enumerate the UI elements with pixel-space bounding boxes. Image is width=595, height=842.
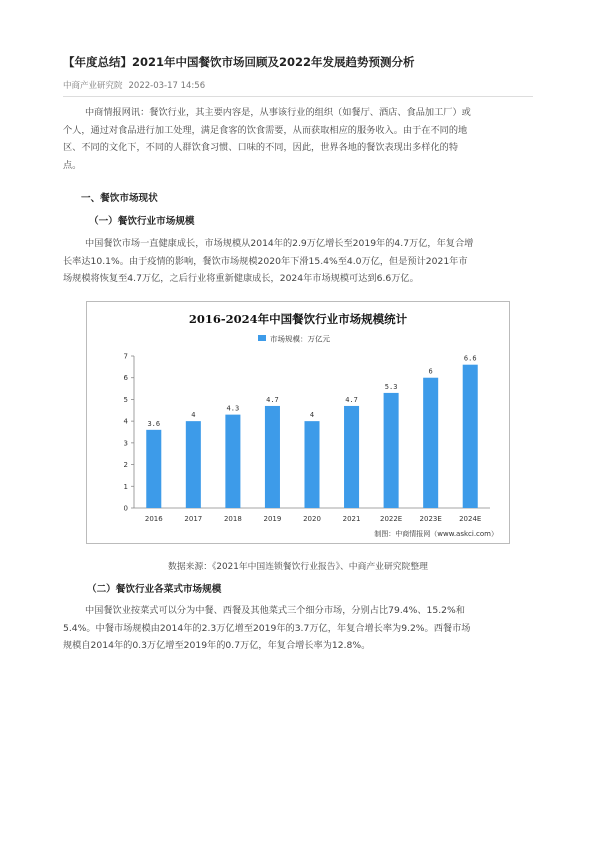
x-tick-label: 2024E [459,515,482,523]
bar [265,406,280,508]
x-tick-label: 2019 [263,515,282,523]
market-size-chart [86,301,510,544]
article-datetime: 2022-03-17 14:56 [128,81,206,91]
article-source[interactable]: 中商产业研究院 [63,81,123,91]
bar-value-label: 4 [309,411,315,420]
paragraph-line: 中国餐饮业按菜式可以分为中餐、西餐及其他菜式三个细分市场，分别占比79.4%、15.2%和 [85,605,465,616]
intro-line: 点。 [63,159,82,171]
title-divider [63,96,533,97]
bar [304,421,319,508]
section-heading: 一、餐饮市场现状 [81,193,158,204]
paragraph-line: 5.4%。中餐市场规模由2014年的2.3万亿增至2019年的3.7万亿，年复合增长率为9.2%。西餐市场 [63,622,471,634]
bar-value-label: 5.3 [384,382,398,391]
legend-label: 市场规模：万亿元 [270,334,330,344]
subsection-heading: （一）餐饮行业市场规模 [89,216,195,227]
bar-value-label: 6 [428,367,433,376]
bar-chart [86,301,510,544]
intro-line: 区、不同的文化下，不同的人群饮食习惯、口味的不同，因此，世界各地的餐饮表现出多样化的特 [63,142,459,153]
y-tick-label: 7 [123,352,128,361]
article-title: 【年度总结】2021年中国餐饮市场回顾及2022年发展趋势预测分析 [63,55,415,69]
x-tick-label: 2020 [303,515,321,523]
bar-value-label: 4.7 [266,395,279,404]
x-tick-label: 2021 [342,515,361,523]
paragraph-line: 中国餐饮市场一直健康成长，市场规模从2014年的2.9万亿增长至2019年的4.7万亿，年复合增 [85,238,474,249]
y-tick-label: 5 [123,395,128,404]
y-tick-label: 1 [123,482,128,491]
paragraph-line: 场规模将恢复至4.7万亿，之后行业将重新健康成长，2024年市场规模可达到6.6万亿。 [63,273,419,284]
x-tick-label: 2016 [144,515,163,523]
x-tick-label: 2017 [184,515,203,523]
bar [186,421,201,508]
bar-value-label: 3.6 [147,419,161,428]
intro-line: 个人，通过对食品进行加工处理，满足食客的饮食需要，从而获取相应的服务收入。由于在不同的地 [63,124,468,136]
y-tick-label: 4 [123,417,128,426]
y-tick-label: 2 [123,461,128,470]
market-size-paragraph [63,235,533,288]
cuisine-paragraph [63,602,533,655]
subsection-heading: （二）餐饮行业各菜式市场规模 [87,584,222,595]
y-tick-label: 3 [123,439,128,448]
intro-paragraph [63,104,533,174]
bar-value-label: 6.6 [463,354,477,363]
paragraph-line: 规模自2014年的0.3万亿增至2019年的0.7万亿，年复合增长率为12.8%。 [63,640,371,651]
chart-credit: 制图：中商情报网（www.askci.com） [374,530,498,538]
bar-value-label: 4.3 [226,404,240,413]
bar [463,365,478,508]
intro-line: 中商情报网讯：餐饮行业，其主要内容是，从事该行业的组织（如餐厅、酒店、食品加工厂）或 [85,107,471,118]
legend-swatch [258,335,266,341]
article-meta [63,79,205,91]
bar [423,378,438,508]
bar [146,430,161,508]
bar [384,393,399,508]
y-tick-label: 0 [123,504,128,513]
y-tick-label: 6 [123,374,128,383]
bar [225,415,240,508]
chart-title: 2016-2024年中国餐饮行业市场规模统计 [188,312,408,326]
paragraph-line: 长率达10.1%。由于疫情的影响，餐饮市场规模2020年下滑15.4%至4.0万亿，但是预计2021年市 [63,255,468,267]
x-tick-label: 2018 [223,515,242,523]
bar [344,406,359,508]
bar-value-label: 4 [191,411,196,420]
chart-caption: 数据来源：《2021年中国连锁餐饮行业报告》、中商产业研究院整理 [168,562,428,572]
x-tick-label: 2022E [379,515,403,523]
bar-value-label: 4.7 [345,395,358,404]
x-tick-label: 2023E [419,515,442,523]
